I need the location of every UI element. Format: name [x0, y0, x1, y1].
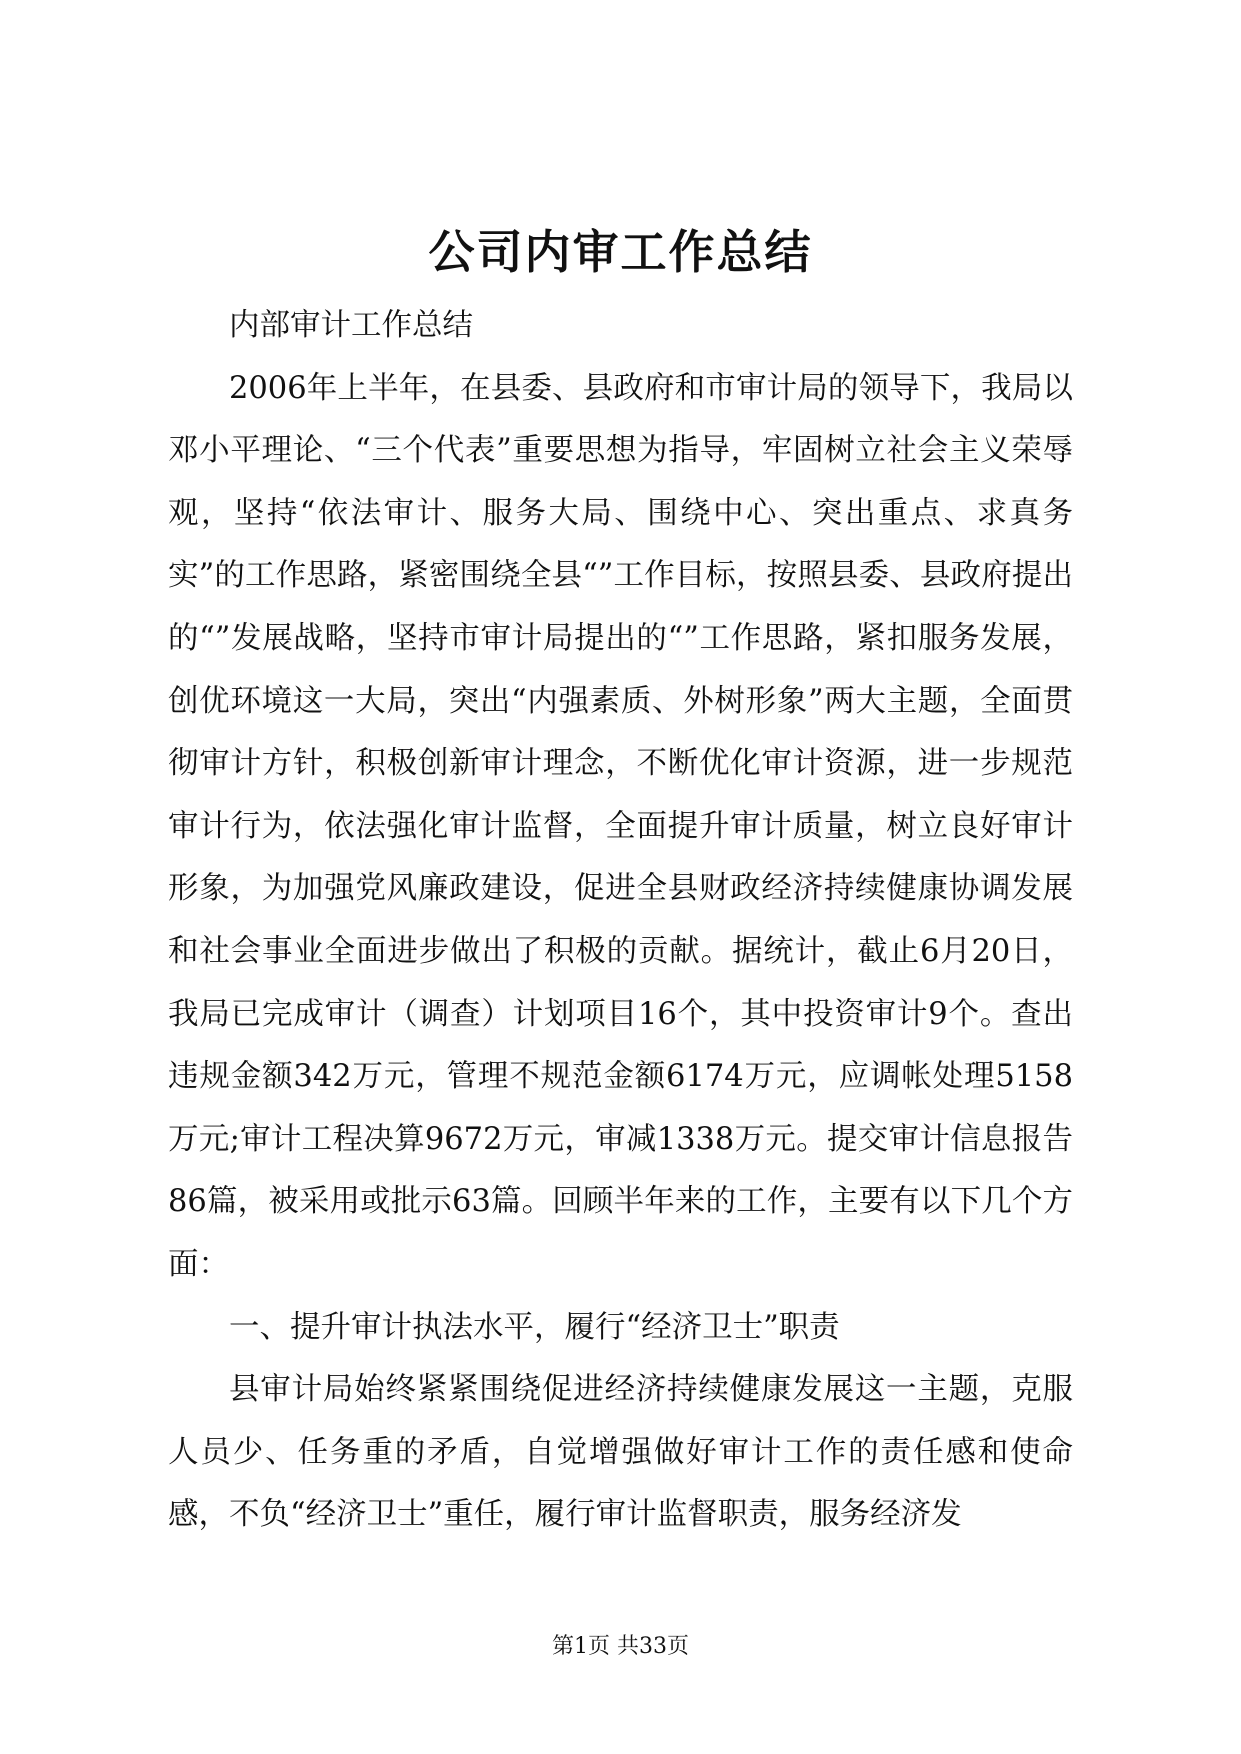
body-paragraph: 2006年上半年，在县委、县政府和市审计局的领导下，我局以邓小平理论、“三个代表”重要思想为指导，牢固树立社会主义荣辱观，坚持“依法审计、服务大局、围绕中心、突出重点、求真务实”的工作思路，紧密围绕全县“”工作目标，按照县委、县政府提出的“”发展战略，坚持市审计局提出的“”工作思路，紧扣服务发展，创优环境这一大局，突出“内强素质、外树形象”两大主题，全面贯彻审计方针，积极创新审计理念，不断优化审计资源，进一步规范审计行为，依法强化审计监督，全面提升审计质量，树立良好审计形象，为加强党风廉政建设，促进全县财政经济持续健康协调发展和社会事业全面进步做出了积极的贡献。据统计，截止6月20日，我局已完成审计（调查）计划项目16个，其中投资审计9个。查出违规金额342万元，管理不规范金额6174万元，应调帐处理5158万元;审计工程决算9672万元，审减1338万元。提交审计信息报告86篇，被采用或批示63篇。回顾半年来的工作，主要有以下几个方面： [168, 370, 1073, 1282]
section-heading: 一、提升审计执法水平，履行“经济卫士”职责 [229, 1309, 840, 1345]
body-paragraph: 县审计局始终紧紧围绕促进经济持续健康发展这一主题，克服人员少、任务重的矛盾，自觉增强做好审计工作的责任感和使命感，不负“经济卫士”重任，履行审计监督职责，服务经济发 [168, 1372, 1073, 1533]
document-body [168, 295, 1073, 1547]
subtitle-paragraph: 内部审计工作总结 [229, 308, 473, 343]
page-title: 公司内审工作总结 [428, 225, 813, 279]
page-footer: 第1页 共33页 [552, 1634, 689, 1659]
